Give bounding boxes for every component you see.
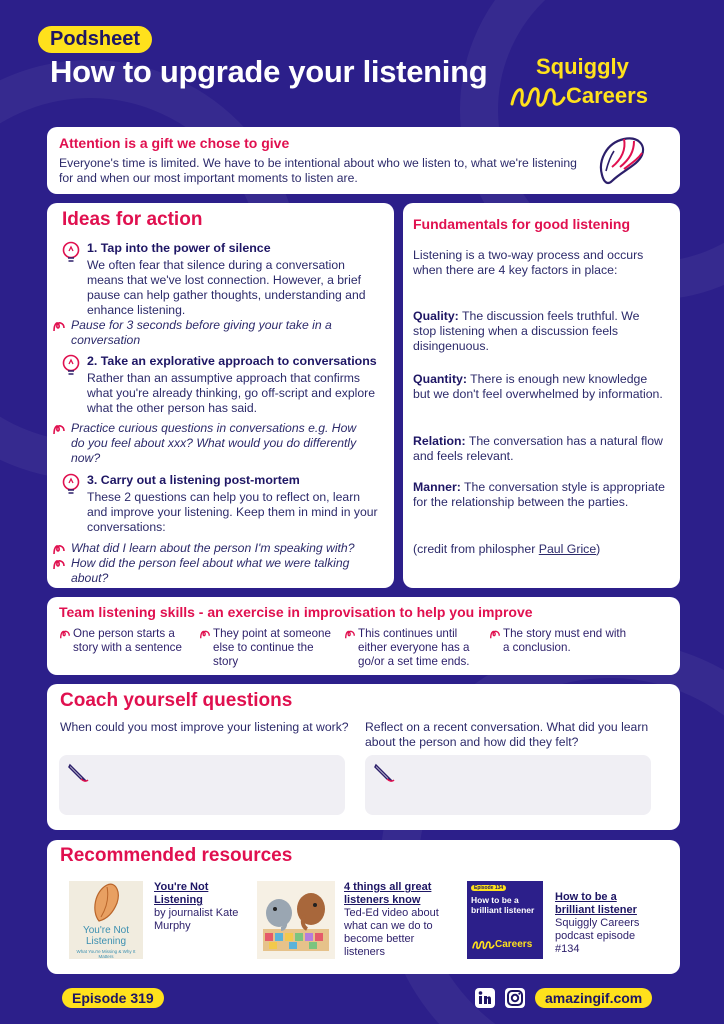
idea-heading: 2. Take an explorative approach to conversations: [87, 354, 377, 368]
factor-item: [413, 480, 665, 510]
resource-desc: by journalist Kate Murphy: [154, 907, 239, 932]
idea-body: We often fear that silence during a conversation means that we've lost connection. However, a brief pause can help gather thoughts, understanding and enhance listening.: [87, 258, 366, 317]
attention-title: Attention is a gift we chose to give: [59, 135, 290, 151]
factor-text: The conversation style is appropriate for the relationship between the parties.: [413, 480, 665, 509]
cartoon-elephants-illustration: [257, 881, 335, 959]
pencil-icon: [373, 761, 395, 783]
tip-text: What did I learn about the person I'm speaking with?: [71, 541, 355, 555]
resource-link[interactable]: You're Not Listening: [154, 881, 209, 906]
credit-line: [413, 542, 665, 557]
credit-suffix: ): [596, 542, 601, 556]
factor-label: Quality:: [413, 309, 459, 323]
squiggly-careers-logo: [508, 54, 688, 116]
logo-text-bottom: Careers: [566, 83, 648, 108]
tip-text: Pause for 3 seconds before giving your take in a conversation: [71, 318, 332, 347]
factor-text: There is enough new knowledge but we don't feel overwhelmed by information.: [413, 372, 663, 401]
squiggle-bullet-icon: [52, 557, 66, 571]
podsheet-tag: Podsheet: [38, 26, 152, 53]
episode-badge: Episode 319: [62, 988, 164, 1008]
idea-body: Rather than an assumptive approach that confirms what you're already thinking, go off-script and explore what the other person has said.: [87, 371, 375, 415]
fundamentals-title: Fundamentals for good listening: [413, 216, 630, 232]
squiggle-bullet-icon: [59, 628, 71, 640]
resource-link[interactable]: How to be a brilliant listener: [555, 891, 637, 916]
ideas-title: Ideas for action: [62, 209, 203, 230]
fundamentals-card: [403, 203, 680, 588]
website-link[interactable]: amazingif.com: [535, 988, 652, 1008]
instagram-icon[interactable]: [505, 988, 525, 1008]
squiggle-bullet-icon: [489, 628, 501, 640]
paul-grice-link[interactable]: Paul Grice: [538, 542, 597, 556]
resource-item: [555, 891, 647, 956]
answer-box-2[interactable]: [365, 755, 651, 815]
team-step-text: They point at someone else to continue the story: [213, 627, 331, 668]
resource-item: [344, 881, 444, 959]
logo-text-top: Squiggly: [536, 54, 629, 79]
factor-label: Quantity:: [413, 372, 467, 386]
answer-box-1[interactable]: [59, 755, 345, 815]
coach-question: Reflect on a recent conversation. What did you learn about the person and how did they felt?: [365, 720, 649, 749]
coach-title: Coach yourself questions: [60, 690, 293, 711]
lightbulb-icon: [61, 354, 81, 378]
pencil-icon: [67, 761, 89, 783]
shell-illustration: [69, 881, 143, 925]
squiggle-bullet-icon: [52, 319, 66, 333]
squiggle-icon: [508, 82, 566, 112]
team-step-text: This continues until either everyone has a go/or a set time ends.: [358, 627, 470, 668]
linkedin-icon[interactable]: [475, 988, 495, 1008]
book-cover-thumbnail[interactable]: [69, 881, 143, 959]
resource-desc: Squiggly Careers podcast episode #134: [555, 917, 640, 955]
thumb-logo: Careers: [495, 939, 533, 950]
factor-text: The discussion feels truthful. We stop listening when a discussion feels disingenuous.: [413, 309, 640, 353]
idea-body: These 2 questions can help you to reflect on, learn and improve your listening. Keep them in mind in your conversations:: [87, 490, 378, 534]
resources-title: Recommended resources: [60, 845, 293, 866]
ideas-for-action-card: [47, 203, 394, 588]
idea-heading: 1. Tap into the power of silence: [87, 241, 271, 255]
idea-heading: 3. Carry out a listening post-mortem: [87, 473, 300, 487]
squiggle-bullet-icon: [52, 542, 66, 556]
page-title: How to upgrade your listening: [50, 54, 488, 89]
lightbulb-icon: [61, 241, 81, 265]
thumb-title: How to be a brilliant listener: [471, 895, 535, 915]
squiggle-bullet-icon: [344, 628, 356, 640]
podcast-episode-thumbnail[interactable]: [467, 881, 543, 959]
factor-label: Manner:: [413, 480, 461, 494]
book-cover-title: You're Not Listening: [82, 925, 129, 947]
factor-item: [413, 372, 665, 402]
credit-prefix: (credit from philospher: [413, 542, 539, 556]
attention-card: [47, 127, 680, 194]
resource-desc: Ted-Ed video about what can we do to become better listeners: [344, 907, 439, 958]
lightbulb-icon: [61, 473, 81, 497]
ted-ed-video-thumbnail[interactable]: [257, 881, 335, 959]
fundamentals-intro: Listening is a two-way process and occurs when there are 4 key factors in place:: [413, 248, 644, 277]
attention-body: Everyone's time is limited. We have to be intentional about who we listen to, what we're listening for and when our most important moments to listen are.: [59, 156, 577, 185]
resource-item: [154, 881, 254, 933]
factor-item: [413, 309, 665, 354]
team-step-text: One person starts a story with a sentence: [73, 627, 182, 654]
squiggle-icon: [471, 939, 495, 951]
team-title: Team listening skills - an exercise in improvisation to help you improve: [59, 604, 533, 620]
tip-text: Practice curious questions in conversations e.g. How do you feel about xxx? What would you do differently now?: [71, 421, 357, 465]
coach-question: When could you most improve your listening at work?: [60, 720, 349, 734]
squiggle-bullet-icon: [52, 422, 66, 436]
shell-icon: [592, 131, 652, 191]
recommended-resources-card: [47, 840, 680, 974]
tip-text: How did the person feel about what we were talking about?: [71, 556, 350, 585]
episode-tag: Episode 134: [471, 885, 506, 891]
factor-text: The conversation has a natural flow and feels relevant.: [413, 434, 663, 463]
book-cover-subtitle: What You're Missing & Why It Matters: [76, 949, 136, 959]
team-listening-card: [47, 597, 680, 675]
resource-link[interactable]: 4 things all great listeners know: [344, 881, 432, 906]
factor-item: [413, 434, 665, 464]
team-step-text: The story must end with a conclusion.: [503, 627, 627, 654]
coach-yourself-card: [47, 684, 680, 830]
factor-label: Relation:: [413, 434, 466, 448]
squiggle-bullet-icon: [199, 628, 211, 640]
